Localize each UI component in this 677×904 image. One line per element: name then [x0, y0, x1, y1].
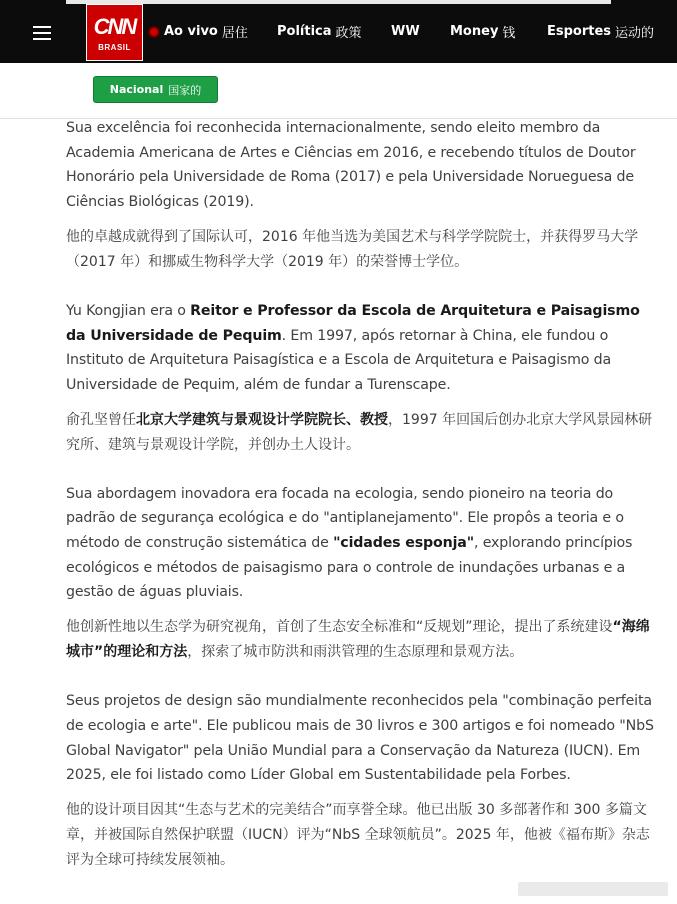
menu-icon[interactable]: [33, 26, 51, 40]
watermark: [518, 882, 668, 896]
paragraph-pt-1: Sua excelência foi reconhecida internacionalmente, sendo eleito membro da Academia Americana de Artes e Ciências em 2016, e recebendo títulos de Doutor Honorário pela Universidade de Roma (2017) e pela Universidade Norueguesa de Ciências Biológicas (2019).: [66, 120, 636, 211]
cnn-brasil-logo[interactable]: CNN BRASIL: [86, 4, 143, 61]
rector-title-bold: Reitor e Professor da Escola de Arquitetura e Paisagismo da Universidade de Pequim: [66, 302, 640, 344]
top-navigation-bar: [0, 0, 677, 63]
paragraph-pt-3: Sua abordagem inovadora era focada na ecologia, sendo pioneiro na teoria do padrão de segurança ecológica e do "antiplanejamento". Ele propôs a teoria e o método de construção sistemática de "cidades esponja", explorando princípios ecológicos e métodos de paisagismo para o controle de inundações urbanas e a gestão de águas pluviais.: [66, 485, 633, 601]
paragraph-zh-3: 他创新性地以生态学为研究视角，首创了生态安全标准和“反规划”理论，提出了系统建设“海绵城市”的理论和方法，探索了城市防洪和雨洪管理的生态原理和景观方法。: [66, 619, 650, 661]
paragraph-zh-1: 他的卓越成就得到了国际认可，2016 年他当选为美国艺术与科学学院院士，并获得罗马大学（2017 年）和挪威生物科学大学（2019 年）的荣誉博士学位。: [66, 228, 639, 270]
paragraph-pt-2: Yu Kongjian era o Reitor e Professor da Escola de Arquitetura e Paisagismo da Universidade de Pequim. Em 1997, após retornar à China, ele fundou o Instituto de Arquitetura Paisagística e a Escola de Arquitetura e Paisagismo da Universidade de Pequim, além de fundar a Turenscape.: [66, 302, 640, 393]
nav-item-money[interactable]: Money 钱: [450, 24, 516, 41]
paragraph-pt-4: Seus projetos de design são mundialmente reconhecidos pela "combinação perfeita de ecologia e arte". Ele publicou mais de 30 livros e 300 artigos e foi nomeado "NbS Global Navigator" pela União Mundial para a Conservação da Natureza (IUCN). Em 2025, ele foi listado como Líder Global em Sustentabilidade pela Forbes.: [66, 693, 654, 784]
nav-item-politica[interactable]: Política 政策: [277, 24, 362, 41]
section-bar: [0, 63, 677, 119]
paragraph-zh-4: 他的设计项目因其“生态与艺术的完美结合”而享誉全球。他已出版 30 多部著作和 300 多篇文章，并被国际自然保护联盟（IUCN）评为“NbS 全球领航员”。2025 年，他被《福布斯》杂志评为全球可持续发展领袖。: [66, 801, 650, 868]
nav-item-esportes[interactable]: Esportes 运动的: [547, 24, 655, 41]
sponge-cities-bold: "cidades esponja": [333, 535, 474, 552]
live-dot-icon: [148, 26, 160, 38]
rector-title-zh-bold: 北京大学建筑与景观设计学院院长、教授: [136, 411, 388, 428]
nacional-section-button[interactable]: Nacional 国家的: [93, 76, 218, 103]
article-body: [66, 116, 656, 873]
paragraph-zh-2: 俞孔坚曾任北京大学建筑与景观设计学院院长、教授，1997 年回国后创办北京大学风景园林研究所、建筑与景观设计学院，并创办土人设计。: [66, 411, 653, 453]
nav-item-ao-vivo[interactable]: Ao vivo 居住: [148, 0, 248, 63]
sponge-cities-zh-bold: “海绵城市”的理论和方法: [66, 619, 650, 661]
nav-item-ww[interactable]: WW: [391, 24, 420, 39]
